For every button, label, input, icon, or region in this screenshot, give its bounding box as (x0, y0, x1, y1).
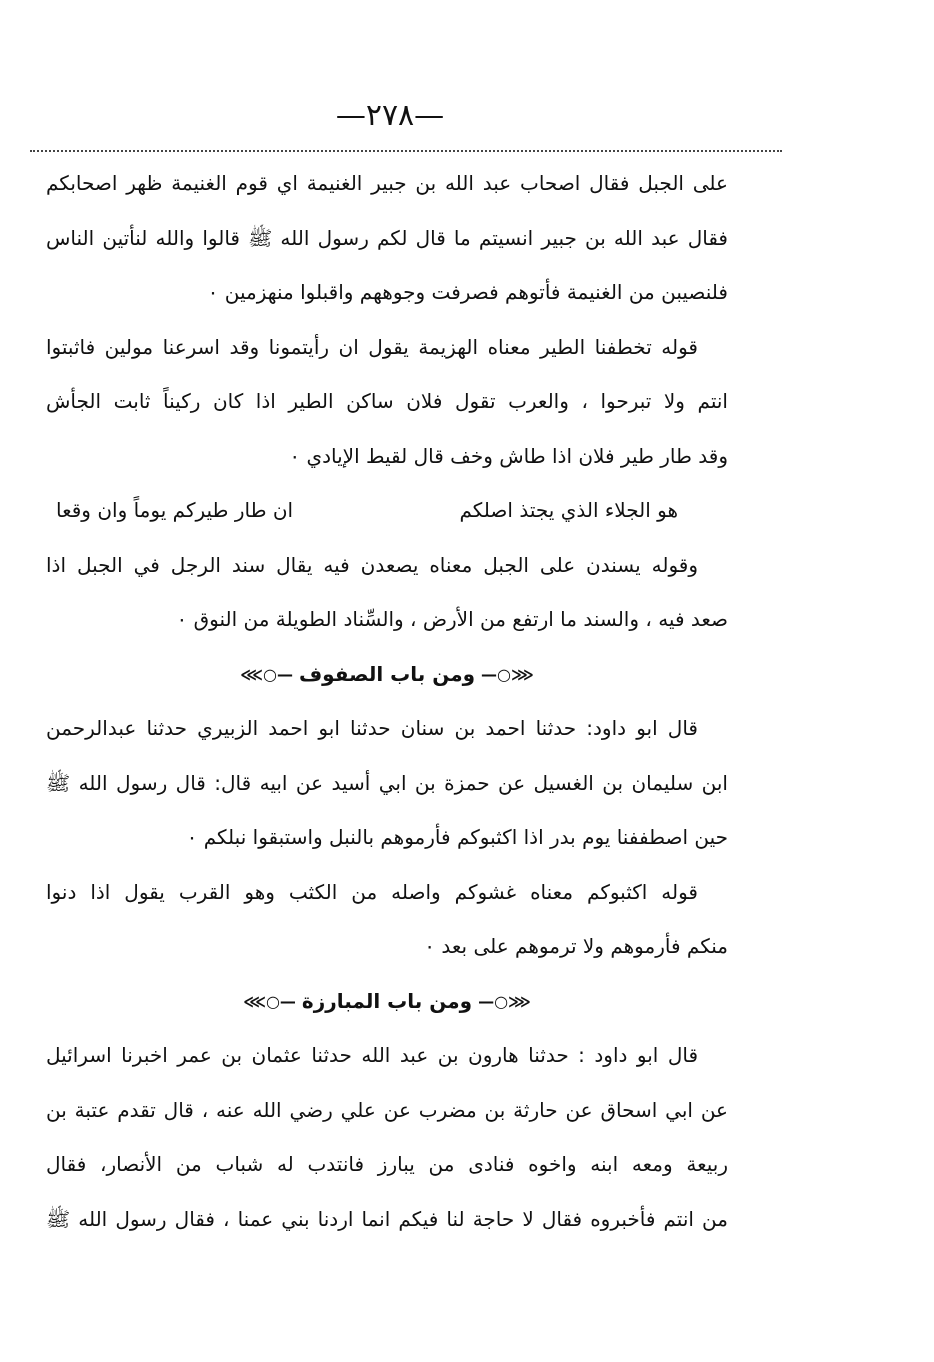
text-line: قال ابو داود: حدثنا احمد بن سنان حدثنا ابو احمد الزبيري حدثنا عبدالرحمن (46, 716, 698, 740)
ornament-right-icon: ⋘○— (478, 991, 531, 1011)
text-line: عن ابي اسحاق عن حارثة بن مضرب عن علي رضي الله عنه ، قال تقدم عتبة بن (46, 1097, 728, 1122)
ornament-left-icon: —○⋙ (243, 991, 296, 1011)
ornament-left-icon: —○⋙ (240, 664, 293, 684)
section-heading-title: ومن باب المبارزة (301, 988, 473, 1013)
page-number (0, 98, 780, 133)
verse-hemistich-right: هو الجلاء الذي يجتذ اصلكم (459, 498, 678, 522)
text-line: وقد طار طير فلان اذا طاش وخف قال لقيط الإيادي ٠ (289, 443, 728, 468)
text-line: قوله اكثبوكم معناه غشوكم واصله من الكثب وهو القرب يقول اذا دنوا (46, 879, 698, 904)
section-heading-title: ومن باب الصفوف (298, 661, 476, 686)
text-line: وقوله يسندن على الجبل معناه يصعدن فيه يقال سند الرجل في الجبل اذا (46, 552, 698, 577)
text-line: حين اصطففنا يوم بدر اذا اكثبوكم فأرموهم بالنبل واستبقوا نبلكم ٠ (186, 825, 728, 849)
text-line: من انتم فأخبروه فقال لا حاجة لنا فيكم انما اردنا بني عمنا ، فقال رسول الله ﷺ (46, 1206, 728, 1231)
section-heading (46, 974, 728, 1029)
text-line: ربيعة ومعه ابنه واخوه فنادى من يبارز فانتدب له شباب من الأنصار، فقال (46, 1152, 728, 1176)
text-line: فلنصيبن من الغنيمة فأتوهم فصرفت وجوههم واقبلوا منهزمين ٠ (207, 280, 728, 304)
text-line: انتم ولا تبرحوا ، والعرب تقول فلان ساكن الطير اذا كان ركيناً ثابت الجأش (46, 389, 728, 413)
header-rule (30, 150, 782, 152)
verse-hemistich-left: ان طار طيركم يوماً وان وقعا (56, 498, 294, 522)
ornament-right-icon: ⋘○— (481, 664, 534, 684)
body-text (46, 156, 728, 1246)
text-line: على الجبل فقال اصحاب عبد الله بن جبير الغنيمة اي قوم الغنيمة ظهر اصحابكم (46, 171, 728, 195)
text-line: قال ابو داود : حدثنا هارون بن عبد الله حدثنا عثمان بن عمر اخبرنا اسرائيل (46, 1043, 698, 1067)
page-number-dash-right: — (414, 98, 445, 133)
text-line: فقال عبد الله بن جبير انسيتم ما قال لكم رسول الله ﷺ قالوا والله لنأتين الناس (46, 225, 728, 250)
page-number-dash-left: — (335, 98, 366, 133)
text-line: ابن سليمان بن الغسيل عن حمزة بن ابي أسيد عن ابيه قال: قال رسول الله ﷺ (46, 770, 728, 795)
page-number-value: ٢٧٨ (365, 98, 415, 133)
section-heading (46, 647, 728, 702)
text-line: صعد فيه ، والسند ما ارتفع من الأرض ، والسِّناد الطويلة من النوق ٠ (176, 607, 728, 631)
text-line: منكم فأرموهم ولا ترموهم على بعد ٠ (424, 934, 728, 958)
text-line: قوله تخطفنا الطير معناه الهزيمة يقول ان رأيتمونا وقد اسرعنا مولين فاثبتوا (46, 334, 698, 359)
verse-line (46, 483, 728, 538)
